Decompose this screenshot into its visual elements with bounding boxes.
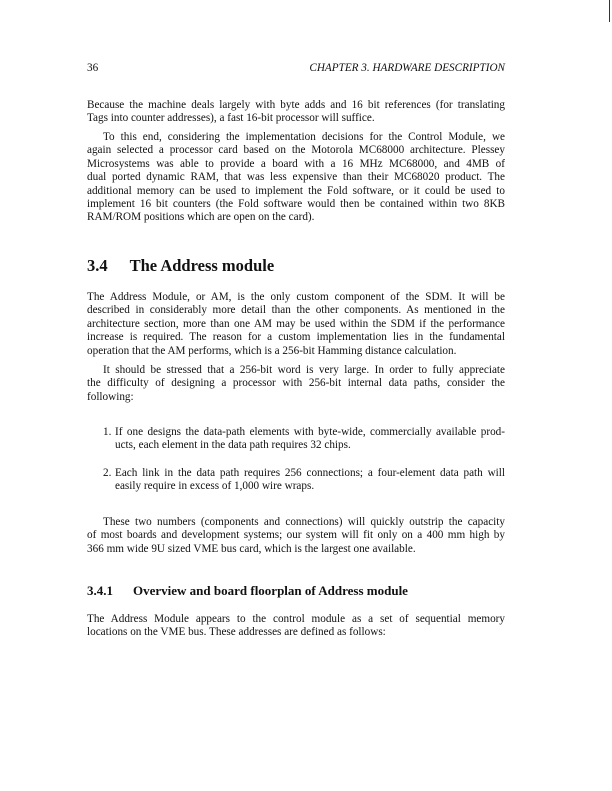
paragraph-line: the difficulty of designing a processor with 256-bit internal data paths, consider the bbox=[87, 377, 505, 390]
subsection-title: Overview and board floorplan of Address module bbox=[133, 583, 408, 598]
paragraph-line: of most boards and development systems; our system will fit only on a 400 mm high by bbox=[87, 529, 505, 542]
page-number: 36 bbox=[87, 62, 99, 74]
paragraph-line: Microsystems was able to provide a board with a 16 MHz MC68000, and 4MB of bbox=[87, 157, 505, 170]
list-item-line: If one designs the data-path elements with byte-wide, commercially available prod- bbox=[115, 426, 505, 438]
paragraph-line: described in considerably more detail than the other components. As mentioned in the bbox=[87, 304, 505, 317]
paragraph-line: operation that the AM performs, which is a 256-bit Hamming distance calculation. bbox=[87, 344, 457, 357]
paragraph-line: Tags into counter addresses), a fast 16-bit processor will suffice. bbox=[87, 112, 375, 125]
paragraph-line: additional memory can be used to implement the Fold software, or it could be used to bbox=[87, 184, 505, 197]
paragraph-line: dual ported dynamic RAM, that was less expensive than their MC68020 product. The bbox=[87, 171, 505, 184]
section-number: 3.4 bbox=[87, 256, 108, 275]
paragraph-line: The Address Module appears to the control module as a set of sequential memory bbox=[87, 613, 505, 625]
paragraph-line: It should be stressed that a 256-bit word is very large. In order to fully appreciate bbox=[103, 364, 505, 376]
list-item-number: 2. bbox=[103, 467, 112, 479]
section-heading bbox=[87, 256, 274, 276]
paragraph-line: again selected a processor card based on the Motorola MC68000 architecture. Plessey bbox=[87, 144, 505, 157]
paragraph-line: Because the machine deals largely with byte adds and 16 bit references (for translating bbox=[87, 99, 505, 111]
paragraph-line: architecture section, more than one AM may be used within the SDM if the performance bbox=[87, 317, 505, 330]
section-title: The Address module bbox=[129, 256, 275, 275]
paragraph-line: These two numbers (components and connections) will quickly outstrip the capacity bbox=[103, 516, 505, 528]
subsection-number: 3.4.1 bbox=[87, 583, 113, 598]
subsection-heading bbox=[87, 583, 408, 599]
list-item-line: Each link in the data path requires 256 connections; a four-element data path will bbox=[115, 467, 505, 479]
page-edge-mark bbox=[609, 0, 610, 22]
list-item-line: easily require in excess of 1,000 wire wraps. bbox=[115, 480, 315, 493]
list-item-line: ucts, each element in the data path requires 32 chips. bbox=[115, 439, 351, 452]
paragraph-line: To this end, considering the implementation decisions for the Control Module, we bbox=[103, 131, 505, 143]
paragraph-line: The Address Module, or AM, is the only custom component of the SDM. It will be bbox=[87, 291, 505, 303]
paragraph-line: locations on the VME bus. These addresses are defined as follows: bbox=[87, 626, 386, 639]
running-title: CHAPTER 3. HARDWARE DESCRIPTION bbox=[309, 62, 505, 74]
paragraph-line: increase is required. The reason for a custom implementation lies in the fundamental bbox=[87, 331, 505, 344]
paragraph-line: following: bbox=[87, 390, 134, 403]
list-item-number: 1. bbox=[103, 426, 112, 438]
paragraph-line: RAM/ROM positions which are open on the card). bbox=[87, 211, 315, 224]
paragraph-line: 366 mm wide 9U sized VME bus card, which is the largest one available. bbox=[87, 542, 416, 555]
paragraph-line: implement 16 bit counters (the Fold software would then be contained within two 8KB bbox=[87, 198, 505, 210]
